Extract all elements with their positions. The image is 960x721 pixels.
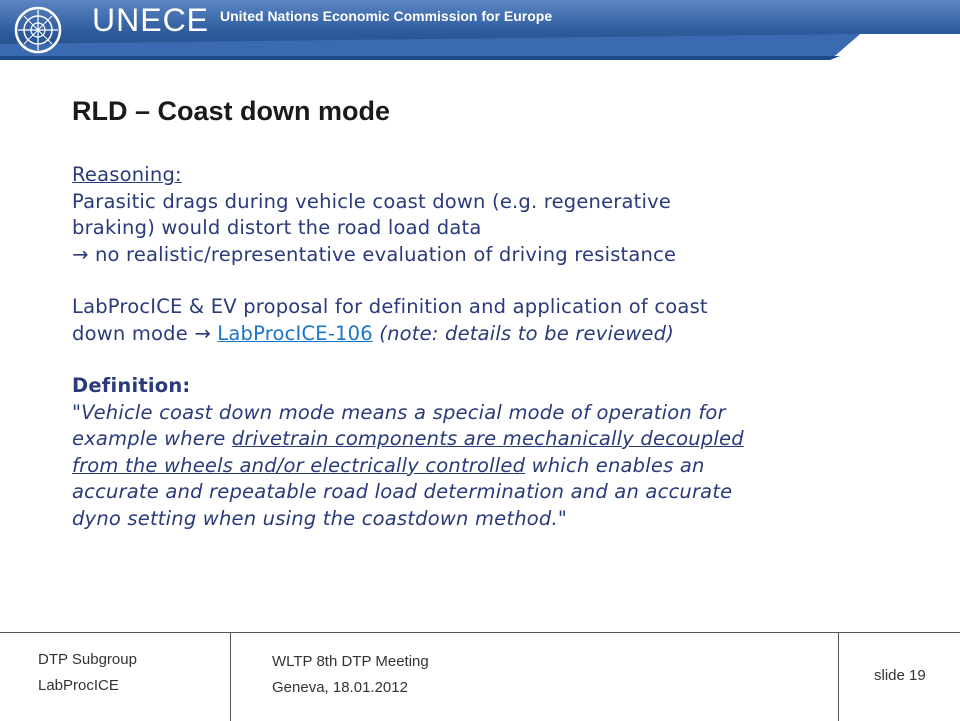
definition-line-5: dyno setting when using the coastdown method." xyxy=(72,506,568,530)
proposal-prefix: down mode xyxy=(72,321,195,345)
definition-line-3 xyxy=(72,453,912,480)
reasoning-line-2: braking) would distort the road load data xyxy=(72,216,482,239)
paragraph-gap xyxy=(72,268,912,294)
footer-divider xyxy=(838,633,839,721)
proposal-note: (note: details to be reviewed) xyxy=(379,321,675,345)
org-name: United Nations Economic Commission for Europe xyxy=(220,8,553,24)
slide-footer xyxy=(0,632,960,721)
footer-group-line-2: LabProcICE xyxy=(38,677,119,694)
definition-heading: Definition: xyxy=(72,374,191,397)
footer-meeting-line-1: WLTP 8th DTP Meeting xyxy=(272,653,429,670)
proposal-line-2 xyxy=(72,321,912,348)
header-banner xyxy=(0,0,960,60)
footer-meeting-line-2: Geneva, 18.01.2012 xyxy=(272,679,408,696)
definition-line-4: accurate and repeatable road load determination and an accurate xyxy=(72,480,733,503)
slide-body xyxy=(72,162,912,532)
definition-underlined: drivetrain components are mechanically decoupled xyxy=(231,427,744,450)
reasoning-line-1: Parasitic drags during vehicle coast down (e.g. regenerative xyxy=(72,189,672,213)
slide-title: RLD – Coast down mode xyxy=(72,96,391,126)
footer-group xyxy=(38,647,137,699)
paragraph-gap xyxy=(72,347,912,373)
definition-underlined: from the wheels and/or electrically controlled xyxy=(72,453,526,477)
definition-line-1: "Vehicle coast down mode means a special mode of operation for xyxy=(72,400,726,424)
reasoning-line-3 xyxy=(72,242,912,269)
reasoning-label: Reasoning: xyxy=(72,163,182,186)
definition-text: which enables an xyxy=(525,453,705,477)
labprocice-106-link[interactable]: LabProcICE-106 xyxy=(217,321,373,345)
reasoning-conclusion: no realistic/representative evaluation of driving resistance xyxy=(88,242,677,266)
definition-line-2 xyxy=(72,426,912,453)
un-emblem-icon xyxy=(12,4,64,56)
footer-group-line-1: DTP Subgroup xyxy=(38,651,137,668)
slide-number: slide 19 xyxy=(874,667,926,684)
proposal-line-1: LabProcICE & EV proposal for definition and application of coast xyxy=(72,295,708,318)
reasoning-heading xyxy=(72,162,912,189)
arrow-icon: → xyxy=(72,242,89,266)
brand-name: UNECE xyxy=(92,2,210,38)
footer-divider xyxy=(230,633,231,721)
arrow-icon: → xyxy=(194,321,211,345)
definition-text: example where xyxy=(72,427,232,450)
footer-meeting xyxy=(272,649,429,701)
